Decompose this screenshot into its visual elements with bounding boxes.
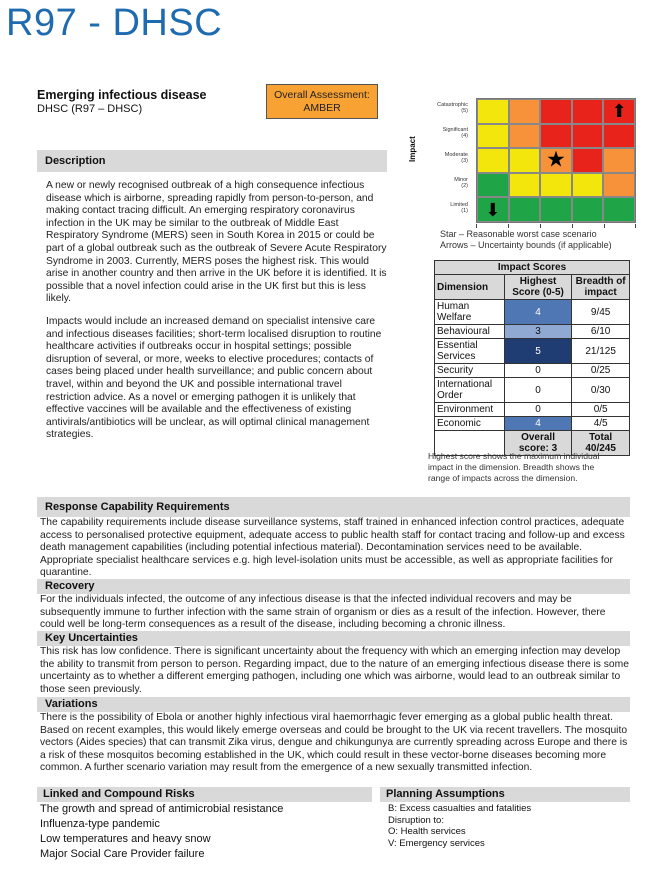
recovery-text: For the individuals infected, the outcome of any infectious disease is that the infected individual recovers and may be subsequently immune to further infection with the same strain of organism or dies as a result of the infection. However, there could well be long-term consequences as a result of the disease, including becoming a chronic illness. — [40, 594, 606, 631]
matrix-cell — [572, 148, 604, 173]
matrix-legend — [440, 229, 612, 251]
x-tick — [635, 224, 636, 228]
row-label-minor: Minor (2) — [454, 177, 468, 189]
matrix-cell — [540, 173, 572, 198]
matrix-cell — [509, 148, 541, 173]
impact-score: 0 — [504, 364, 571, 378]
linked-risks-heading: Linked and Compound Risks — [37, 787, 372, 802]
legend-arrows: Arrows – Uncertainty bounds (if applicable) — [440, 240, 612, 250]
impact-row — [435, 300, 630, 325]
matrix-cell — [509, 99, 541, 124]
table-note: Highest score shows the maximum individual impact in the dimension. Breadth shows the range of impacts across the dimension. — [428, 451, 600, 483]
impact-dimension: Essential Services — [435, 339, 505, 364]
total-breadth: Total 40/245 — [572, 431, 630, 456]
matrix-cell — [477, 173, 509, 198]
row-label-moderate: Moderate (3) — [444, 152, 468, 164]
impact-row — [435, 417, 630, 431]
assessment-label: Overall Assessment: — [274, 89, 370, 101]
impact-row — [435, 364, 630, 378]
description-heading: Description — [37, 150, 387, 172]
planning-item: V: Emergency services — [388, 838, 485, 849]
impact-dimension: Environment — [435, 403, 505, 417]
assessment-value: AMBER — [303, 102, 341, 114]
matrix-grid — [476, 98, 636, 223]
row-label-significant: Significant (4) — [442, 127, 468, 139]
uncertainties-text: This risk has low confidence. There is significant uncertainty about the frequency with which an emerging infection may develop the ability to transmit from person to person. Regarding impact, due to the nature of an emerging infectious disease there is some uncertainty as to whether a different emerging pathogen, including one which was airborne, would lead to an outbreak similar to those seen previously. — [40, 646, 629, 695]
response-heading: Response Capability Requirements — [37, 497, 630, 517]
linked-risk-item: Major Social Care Provider failure — [40, 848, 205, 860]
x-tick — [572, 224, 573, 228]
matrix-cell — [603, 99, 635, 124]
matrix-cell — [540, 124, 572, 149]
x-tick — [604, 224, 605, 228]
response-text: The capability requirements include disease surveillance systems, staff trained in enhanced infection control practices, adequate access to personalised protective equipment, adequate access to public health staff for contact tracing and follow-up and excess death management capabilities (including potential infectious material). Decontamination services need to be available. Appropriate specialist healthcare services e.g. high level-isolation units must be accessible, as well as appropriate facilities for quarantine. — [40, 517, 625, 579]
linked-risk-item: Low temperatures and heavy snow — [40, 833, 211, 845]
planning-item: B: Excess casualties and fatalities — [388, 803, 532, 814]
matrix-cell — [477, 197, 509, 222]
impact-row — [435, 339, 630, 364]
linked-risk-item: Influenza-type pandemic — [40, 818, 160, 830]
impact-dimension: Human Welfare — [435, 300, 505, 325]
impact-breadth: 0/30 — [572, 378, 630, 403]
impact-dimension: Security — [435, 364, 505, 378]
legend-star: Star – Reasonable worst case scenario — [440, 229, 597, 239]
impact-score: 4 — [504, 417, 571, 431]
overall-score: Overall score: 3 — [504, 431, 571, 456]
planning-assumptions-heading: Planning Assumptions — [380, 787, 630, 802]
risk-owner: DHSC (R97 – DHSC) — [37, 103, 143, 115]
impact-dimension: Behavioural — [435, 325, 505, 339]
impact-breadth: 4/5 — [572, 417, 630, 431]
impact-breadth: 21/125 — [572, 339, 630, 364]
matrix-cell — [603, 197, 635, 222]
impact-scores-table — [434, 260, 630, 456]
matrix-cell — [572, 173, 604, 198]
impact-dimension: International Order — [435, 378, 505, 403]
impact-score: 3 — [504, 325, 571, 339]
planning-item: Disruption to: — [388, 815, 444, 826]
row-label-limited: Limited (1) — [450, 202, 468, 214]
impact-breadth: 0/5 — [572, 403, 630, 417]
col-breadth: Breadth of impact — [572, 275, 630, 300]
recovery-heading: Recovery — [37, 579, 630, 594]
impact-breadth: 9/45 — [572, 300, 630, 325]
matrix-cell — [540, 197, 572, 222]
impact-row — [435, 403, 630, 417]
matrix-cell — [603, 124, 635, 149]
impact-score: 4 — [504, 300, 571, 325]
description-paragraph-1: A new or newly recognised outbreak of a high consequence infectious disease which is airborne, spreading rapidly from person-to-person, and making contact tracing difficult. An emerging respiratory coronavirus infection in the UK may be similar to the outbreak of Middle East Respiratory Syndrome (MERS) seen in South Korea in 2015 or could be part of a global outbreak such as the outbreak of Severe Acute Respiratory Syndrome in 2003. Currently, MERS poses the highest risk. This would arise in another country and then arrive in the UK before it is identified. It is possible that a novel infection could arise in the UK first but this is less likely. — [46, 180, 387, 305]
matrix-cell — [540, 99, 572, 124]
impact-score: 0 — [504, 378, 571, 403]
matrix-cell — [509, 197, 541, 222]
variations-text: There is the possibility of Ebola or another highly infectious viral haemorrhagic fever emerging as a global public health threat. Based on recent examples, this would likely emerge overseas and could be brought to the UK via recent travellers. The mosquito vectors (Aides species) that can transmit Zika virus, dengue and chikungunya are currently spreading across Europe and there is a risk of these mosquitos becoming established in the UK, which could result in these vector-borne diseases becoming more common. A further scenario variation may result from the emergence of a new sexually transmitted infection. — [40, 712, 628, 774]
overall-assessment-box — [266, 84, 378, 119]
matrix-cell — [477, 124, 509, 149]
impact-axis-label: Impact — [408, 136, 417, 162]
impact-row — [435, 325, 630, 339]
matrix-cell — [509, 124, 541, 149]
matrix-cell — [572, 124, 604, 149]
x-tick — [476, 224, 477, 228]
row-label-catastrophic: Catastrophic (5) — [437, 102, 468, 114]
matrix-cell — [572, 99, 604, 124]
impact-breadth: 0/25 — [572, 364, 630, 378]
star-icon: ★ — [546, 147, 566, 173]
col-highest-score: Highest Score (0-5) — [504, 275, 571, 300]
matrix-cell — [572, 197, 604, 222]
impact-score: 0 — [504, 403, 571, 417]
risk-name: Emerging infectious disease — [37, 88, 207, 102]
linked-risk-item: The growth and spread of antimicrobial resistance — [40, 803, 284, 815]
page-title: R97 - DHSC — [6, 2, 223, 44]
arrow-up-icon: ⬆ — [611, 101, 627, 122]
impact-scores-title: Impact Scores — [435, 261, 630, 275]
matrix-cell — [509, 173, 541, 198]
planning-item: O: Health services — [388, 826, 466, 837]
uncertainties-heading: Key Uncertainties — [37, 631, 630, 646]
matrix-cell — [477, 99, 509, 124]
risk-matrix — [404, 92, 644, 242]
matrix-cell — [540, 148, 572, 173]
matrix-cell — [603, 173, 635, 198]
matrix-cell — [603, 148, 635, 173]
arrow-down-icon: ⬇ — [485, 199, 501, 220]
variations-heading: Variations — [37, 697, 630, 712]
impact-score: 5 — [504, 339, 571, 364]
x-tick — [540, 224, 541, 228]
col-dimension: Dimension — [435, 275, 505, 300]
impact-row — [435, 378, 630, 403]
description-paragraph-2: Impacts would include an increased demand on specialist intensive care and infectious diseases facilities; short-term localised disruption to routine healthcare activities if outbreaks occur in hospital settings; possible disruption of several, or more, weeks to elective procedures; contacts of cases being placed under health surveillance; and public concern about travel, within and beyond the UK and possible international travel restriction advice. As a novel or emerging pathogen it is unlikely that effective vaccines will be available and the effectiveness of existing antivirals/antibiotics will be unclear, as will optimal clinical management strategies. — [46, 316, 382, 441]
x-tick — [508, 224, 509, 228]
matrix-cell — [477, 148, 509, 173]
impact-breadth: 6/10 — [572, 325, 630, 339]
impact-dimension: Economic — [435, 417, 505, 431]
